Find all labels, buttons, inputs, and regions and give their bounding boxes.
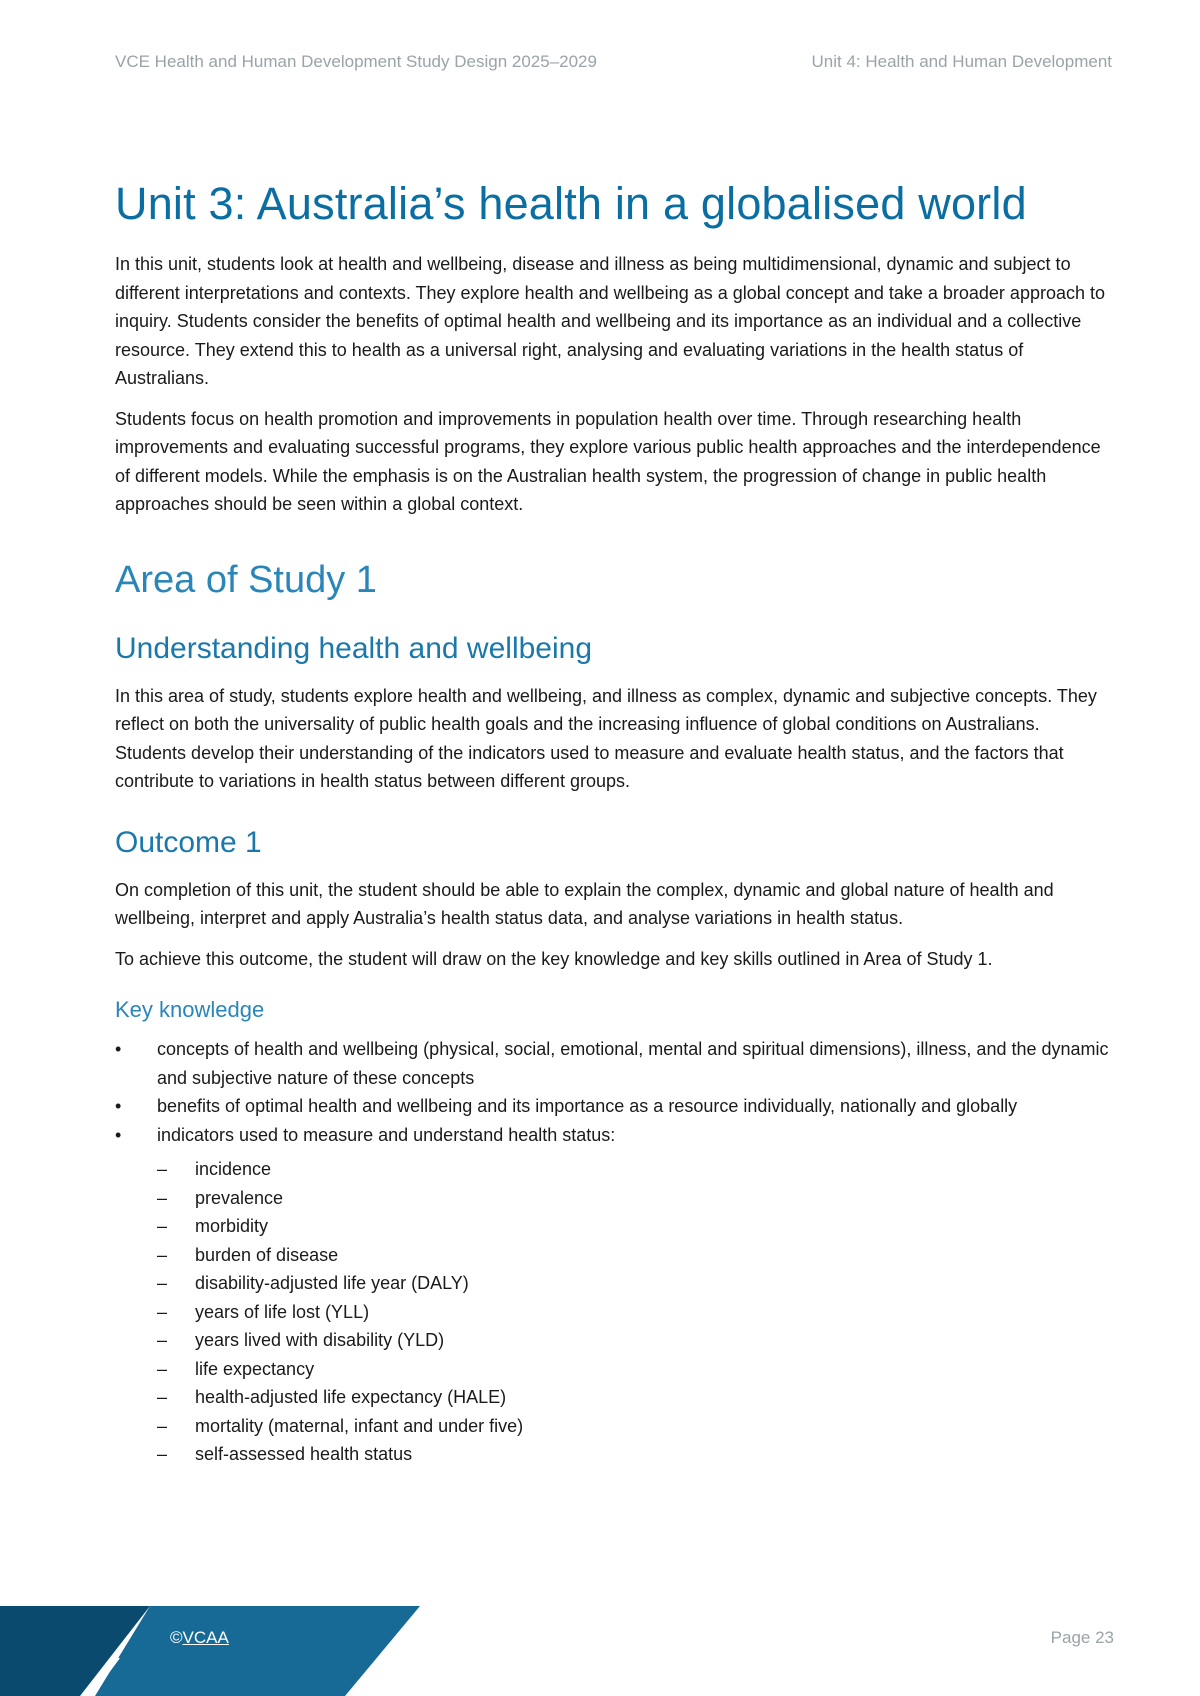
indicator-text: morbidity <box>195 1216 269 1236</box>
area-of-study-subtitle: Understanding health and wellbeing <box>115 631 593 665</box>
indicator-text: prevalence <box>195 1187 284 1208</box>
copyright-notice <box>170 1628 229 1648</box>
dash-icon: – <box>157 1330 168 1350</box>
dash-icon: – <box>157 1301 168 1322</box>
header-unit-title: Unit 4: Health and Human Development <box>811 52 1112 71</box>
indicator-item <box>157 1241 1115 1270</box>
dash-icon: – <box>157 1358 168 1379</box>
page-footer <box>0 1606 1200 1696</box>
main-content <box>115 178 1115 1469</box>
dash-icon: – <box>157 1415 168 1436</box>
list-item <box>115 1092 1115 1121</box>
copyright-symbol: © <box>170 1628 183 1647</box>
indicator-list <box>157 1155 1115 1469</box>
header-document-title: VCE Health and Human Development Study Design 2025–2029 <box>115 52 597 71</box>
area-of-study-title: Area of Study 1 <box>115 558 377 601</box>
indicator-text: mortality (maternal, infant and under five) <box>195 1415 524 1436</box>
indicator-item <box>157 1383 1115 1412</box>
dash-icon: – <box>157 1187 168 1208</box>
list-item <box>115 1121 1115 1469</box>
area-of-study-description: In this area of study, students explore health and wellbeing, and illness as complex, dynamic and subjective concepts. They reflect on both the universality of public health goals and the increasing influence of global conditions on Australians. Students develop their understanding of the indicators used to measure and evaluate health status, and the factors that contribute to variations in health status between different groups. <box>115 685 1097 791</box>
footer-light-band <box>95 1606 420 1696</box>
indicator-item <box>157 1269 1115 1298</box>
outcome-title: Outcome 1 <box>115 825 262 859</box>
indicator-item <box>157 1298 1115 1327</box>
dash-icon: – <box>157 1273 168 1293</box>
indicator-text: years lived with disability (YLD) <box>195 1330 445 1350</box>
intro-paragraph-1: In this unit, students look at health and wellbeing, disease and illness as being multidimensional, dynamic and subject to different interpretations and contexts. They explore health and wellbeing as a global concept and take a broader approach to inquiry. Students consider the benefits of optimal health and wellbeing and its importance as an individual and a collective resource. They extend this to health as a universal right, analysing and evaluating variations in the health status of Australians. <box>115 254 1105 388</box>
footer-band-graphic <box>0 1606 440 1696</box>
indicator-text: health-adjusted life expectancy (HALE) <box>195 1387 507 1407</box>
key-knowledge-heading: Key knowledge <box>115 997 265 1022</box>
indicator-text: disability-adjusted life year (DALY) <box>195 1273 469 1293</box>
intro-paragraph-2: Students focus on health promotion and improvements in population health over time. Through researching health improvements and evaluating successful programs, they explore various public health approaches and the interdependence of different models. While the emphasis is on the Australian health system, the progression of change in public health approaches should be seen within a global context. <box>115 408 1101 514</box>
indicator-text: burden of disease <box>195 1244 339 1265</box>
page-number: Page 23 <box>1050 1628 1114 1647</box>
dash-icon: – <box>157 1216 168 1236</box>
indicator-text: years of life lost (YLL) <box>195 1301 370 1322</box>
vcaa-link[interactable]: VCAA <box>182 1628 229 1647</box>
dash-icon: – <box>157 1159 168 1179</box>
dash-icon: – <box>157 1444 168 1464</box>
indicator-text: self-assessed health status <box>195 1444 413 1464</box>
indicator-item <box>157 1355 1115 1384</box>
list-item-text: concepts of health and wellbeing (physical, social, emotional, mental and spiritual dimensions), illness, and the dynamic and subjective nature of these concepts <box>157 1039 1109 1088</box>
outcome-instruction: To achieve this outcome, the student will draw on the key knowledge and key skills outlined in Area of Study 1. <box>115 948 993 969</box>
indicator-item <box>157 1212 1115 1241</box>
outcome-text: On completion of this unit, the student should be able to explain the complex, dynamic and global nature of health and wellbeing, interpret and apply Australia’s health status data, and analyse variations in health status. <box>115 879 1054 928</box>
list-item-text: benefits of optimal health and wellbeing and its importance as a resource individually, nationally and globally <box>157 1096 1018 1116</box>
dash-icon: – <box>157 1387 168 1407</box>
indicator-item <box>157 1440 1115 1469</box>
key-knowledge-list <box>115 1035 1115 1469</box>
indicator-item <box>157 1155 1115 1184</box>
page-header <box>115 52 1112 72</box>
dash-icon: – <box>157 1244 168 1265</box>
unit-title: Unit 3: Australia’s health in a globalised world <box>115 178 1027 229</box>
indicator-text: life expectancy <box>195 1358 315 1379</box>
bullet-icon: • <box>115 1039 122 1059</box>
list-item-text: indicators used to measure and understand health status: <box>157 1124 616 1145</box>
bullet-icon: • <box>115 1124 122 1145</box>
list-item <box>115 1035 1115 1092</box>
indicator-item <box>157 1412 1115 1441</box>
indicator-text: incidence <box>195 1159 272 1179</box>
bullet-icon: • <box>115 1096 122 1116</box>
indicator-item <box>157 1326 1115 1355</box>
indicator-item <box>157 1184 1115 1213</box>
